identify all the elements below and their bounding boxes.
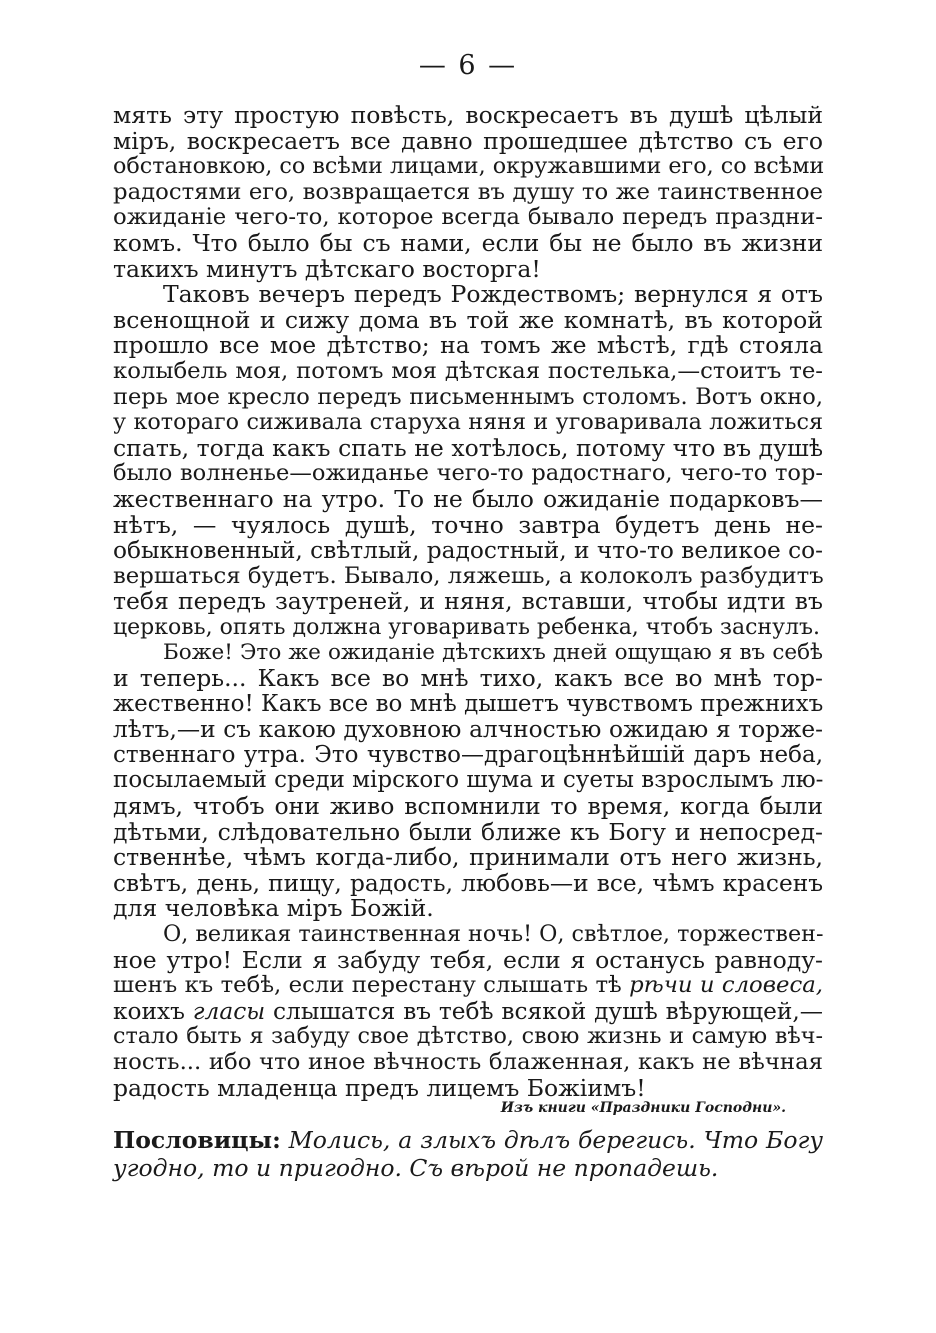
text-line: ственнѣе, чѣмъ когда-либо, принимали отъ него жизнь, xyxy=(113,843,823,872)
main-text xyxy=(113,103,823,1101)
text-line: обстановкою, со всѣми лицами, окружавшими его, со всѣми xyxy=(113,153,825,180)
text-line: стало быть я забуду свое дѣтство, свою жизнь и самую вѣч- xyxy=(113,1023,823,1050)
text-line: Боже! Это же ожиданіе дѣтскихъ дней ощущаю я въ себѣ xyxy=(163,640,823,666)
text-line: всенощной и сижу дома въ той же комнатѣ, въ которой xyxy=(113,305,823,334)
text-line: Таковъ вечеръ передъ Рождествомъ; вернулся я отъ xyxy=(163,280,823,309)
text-line: ное утро! Если я забуду тебя, если я останусь равноду- xyxy=(113,945,823,974)
proverbs-label: Пословицы: xyxy=(113,1126,281,1154)
text-segment: шенъ къ тебѣ, если перестану слышать тѣ xyxy=(113,972,630,999)
text-line: ность... ибо что иное вѣчность блаженная, какъ не вѣчная xyxy=(113,1048,823,1075)
text-line: посылаемый среди мірского шума и суеты взрослымъ лю- xyxy=(113,767,824,794)
paragraph-2 xyxy=(113,282,823,640)
text-line: такихъ минутъ дѣтскаго восторга! xyxy=(113,254,541,283)
italic-phrase: гласы xyxy=(192,997,266,1025)
proverb-line xyxy=(113,1126,823,1154)
text-line: ственнаго утра. Это чувство—драгоцѣннѣйшій даръ неба, xyxy=(113,741,823,768)
text-line: лѣтъ,—и съ какою духовною алчностью ожидаю я торже- xyxy=(113,716,823,744)
text-line: спать, тогда какъ спать не хотѣлось, потому что въ душѣ xyxy=(113,433,823,462)
paragraph-4 xyxy=(113,922,823,1101)
text-line: и теперь... Какъ все во мнѣ тихо, какъ все во мнѣ тор- xyxy=(113,664,823,693)
text-line: радостями его, возвращается въ душу то же таинственное xyxy=(113,178,823,205)
text-line: мять эту простую повѣсть, воскресаетъ въ душѣ цѣлый xyxy=(113,101,823,129)
text-line: О, великая таинственная ночь! О, свѣтлое, торжествен- xyxy=(163,921,824,947)
text-line: ожиданіе чего-то, которое всегда бывало передъ праздни- xyxy=(113,204,823,231)
page-number: — 6 — xyxy=(418,50,518,81)
text-line: жественнаго на утро. То не было ожиданіе подарковъ— xyxy=(113,484,823,513)
proverb-text: Молись, а злыхъ дѣлъ берегись. Что Богу xyxy=(280,1126,823,1154)
italic-phrase: рѣчи и словеса, xyxy=(629,972,823,999)
text-line: нѣтъ, — чуялось душѣ, точно завтра будетъ день не- xyxy=(113,510,823,539)
text-line: перь мое кресло передъ письменнымъ столомъ. Вотъ окно, xyxy=(113,383,823,410)
text-line: было волненье—ожиданье чего-то радостнаго, чего-то тор- xyxy=(113,460,823,487)
text-segment: коихъ xyxy=(113,997,193,1025)
text-line: вершаться будетъ. Бывало, ляжешь, а колоколъ разбудитъ xyxy=(113,562,824,589)
text-line: свѣтъ, день, пищу, радость, любовь—и все, чѣмъ красенъ xyxy=(113,869,823,897)
text-line: церковь, опять должна уговаривать ребенка, чтобъ заснулъ. xyxy=(113,614,820,640)
text-line-with-italic xyxy=(113,999,823,1025)
text-line: комъ. Что было бы съ нами, если бы не было въ жизни xyxy=(113,228,823,257)
text-line: прошло все мое дѣтство; на томъ же мѣстѣ, гдѣ стояла xyxy=(113,331,823,360)
text-line: дямъ, чтобъ они живо вспомнили то время, когда были xyxy=(113,792,823,821)
text-line: обыкновенный, свѣтлый, радостный, и что-то великое со- xyxy=(113,537,823,565)
text-line: дѣтьми, слѣдовательно были ближе къ Богу и непосред- xyxy=(113,817,823,846)
text-line: колыбель моя, потомъ моя дѣтская постелька,—стоитъ те- xyxy=(113,357,823,384)
text-line: жественно! Какъ все во мнѣ дышетъ чувствомъ прежнихъ xyxy=(113,690,824,717)
proverb-line: угодно, то и пригодно. Съ вѣрой не пропадешь. xyxy=(113,1154,719,1182)
paragraph-1 xyxy=(113,103,823,282)
text-line: тебя передъ заутреней, и няня, вставши, чтобы идти въ xyxy=(113,587,823,616)
source-attribution: Изъ книги «Праздники Господни». xyxy=(500,1100,786,1116)
text-line-with-italic xyxy=(113,973,823,999)
proverbs-block xyxy=(113,1126,823,1182)
text-line: у котораго сиживала старуха няня и уговаривала ложиться xyxy=(113,409,823,436)
text-segment: слышатся въ тебѣ всякой душѣ вѣрующей,— xyxy=(265,997,823,1025)
text-line: міръ, воскресаетъ все давно прошедшее дѣтство съ его xyxy=(113,126,823,155)
text-line: радость младенца предъ лицемъ Божіимъ! xyxy=(113,1073,646,1102)
text-line: для человѣка міръ Божій. xyxy=(113,894,434,923)
paragraph-3 xyxy=(113,640,823,922)
